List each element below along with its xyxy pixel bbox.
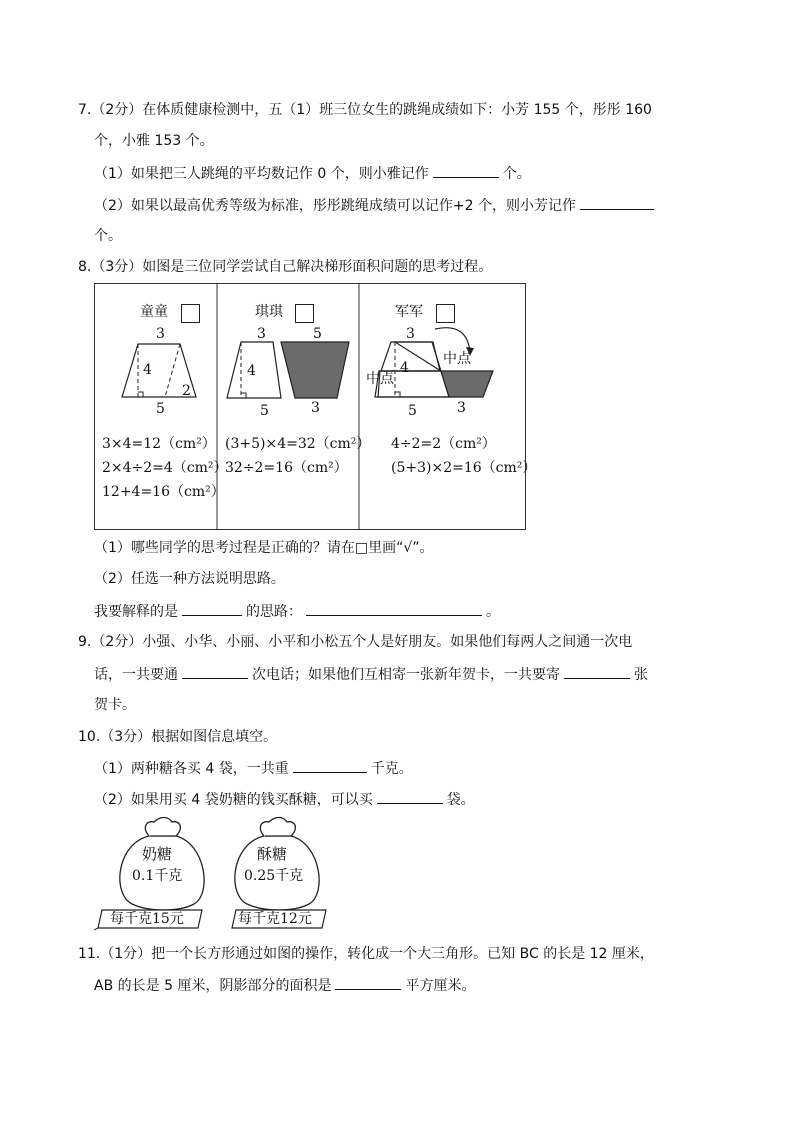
q10-title: 10.（3分）根据如图信息填空。	[78, 729, 278, 745]
q9-line2	[94, 664, 648, 685]
panel2-bottom-right-label: 3	[311, 400, 320, 416]
trapezoid-junjun-shaded	[441, 371, 493, 397]
q11-line2	[94, 975, 475, 996]
bag1-weight: 0.1千克	[132, 868, 183, 884]
panel1-height-label: 4	[143, 362, 152, 378]
q9-line2-b: 次电话；如果他们互相寄一张新年贺卡，一共要寄	[252, 667, 560, 683]
panel3-name: 军军	[395, 304, 423, 320]
q7-part1	[94, 163, 531, 184]
q7-part1-text: （1）如果把三人跳绳的平均数记作 0 个，则小雅记作	[94, 166, 429, 182]
q11-line2-a: AB 的长是 5 厘米，阴影部分的面积是	[94, 978, 332, 994]
panel1-calc-3: 12+4=16（cm²）	[102, 484, 225, 500]
panel2-height-label: 4	[247, 363, 256, 379]
q9-line2-a: 话，一共要通	[94, 667, 178, 683]
panel1-top-label: 3	[156, 326, 165, 342]
q7-answer1-blank[interactable]	[433, 163, 499, 178]
q11-line1: 11.（1分）把一个长方形通过如图的操作，转化成一个大三角形。已知 BC 的长是 12 厘米，	[78, 946, 654, 962]
panel2-top-left-label: 3	[257, 326, 266, 342]
q10-part1	[94, 758, 413, 779]
panel3-bottom-right-label: 3	[457, 400, 466, 416]
bag2-price: 每千克12元	[238, 911, 312, 927]
q10-bags-blank[interactable]	[377, 789, 443, 804]
q7-line2: 个，小雅 153 个。	[94, 133, 214, 149]
q8-student-blank[interactable]	[182, 601, 242, 616]
panel2-calc-2: 32÷2=16（cm²）	[225, 460, 348, 476]
panel1-calc-1: 3×4=12（cm²）	[102, 436, 216, 452]
q11-line2-b: 平方厘米。	[405, 978, 476, 994]
panel3-midpoint-left: 中点	[366, 371, 394, 387]
q10-part1-a: （1）两种糖各买 4 袋，一共重	[94, 761, 289, 777]
panel3-height-label: 4	[400, 360, 409, 376]
panel1-right-label: 2	[182, 383, 191, 399]
bag1-name: 奶糖	[142, 845, 173, 863]
panel1-bottom-label: 5	[156, 401, 165, 417]
panel1-calc-2: 2×4÷2=4（cm²）	[102, 460, 228, 476]
panel2-bottom-left-label: 5	[260, 403, 269, 419]
q9-line3: 贺卡。	[94, 697, 136, 713]
q8-part2: （2）任选一种方法说明思路。	[94, 571, 285, 587]
panel1-checkbox[interactable]	[181, 304, 200, 323]
q8-part3-a: 我要解释的是	[94, 604, 178, 620]
q8-part3	[94, 601, 500, 622]
panel3-calc-1: 4÷2=2（cm²）	[391, 436, 496, 452]
panel3-checkbox[interactable]	[436, 304, 455, 323]
q9-line2-c: 张	[634, 667, 648, 683]
q7-part2-tail: 个。	[94, 228, 122, 244]
q10-part2-a: （2）如果用买 4 袋奶糖的钱买酥糖，可以买	[94, 792, 373, 808]
panel3-top-label: 3	[406, 326, 415, 342]
q7-part2	[94, 195, 658, 216]
panel3-bottom-left-label: 5	[408, 403, 417, 419]
q10-candy-figure	[94, 814, 334, 932]
panel2-checkbox[interactable]	[295, 304, 314, 323]
q10-part2-b: 袋。	[446, 792, 475, 808]
q8-part1: （1）哪些同学的思考过程是正确的？请在□里画“√”。	[94, 540, 434, 556]
q7-answer2-blank[interactable]	[580, 195, 654, 210]
q7-line1: 7.（2分）在体质健康检测中，五（1）班三位女生的跳绳成绩如下：小芳 155 个，彤彤 160	[78, 102, 652, 118]
panel1-name: 童童	[140, 304, 168, 320]
trapezoid-qiqi-shaded	[281, 342, 349, 398]
bag2-weight: 0.25千克	[244, 868, 304, 884]
panel3-midpoint-top: 中点	[443, 351, 471, 367]
q9-line1: 9.（2分）小强、小华、小丽、小平和小松五个人是好朋友。如果他们每两人之间通一次电	[78, 634, 633, 650]
q9-calls-blank[interactable]	[182, 664, 248, 679]
panel2-calc-1: (3+5)×4=32（cm²）	[225, 436, 371, 452]
q8-figure	[94, 283, 537, 530]
q10-part2	[94, 789, 475, 810]
q8-part3-b: 的思路：	[246, 604, 302, 620]
q7-part1-tail: 个。	[502, 166, 531, 182]
q8-reason-blank[interactable]	[306, 601, 482, 616]
panel3-calc-2: (5+3)×2=16（cm²）	[391, 460, 537, 476]
panel2-top-right-label: 5	[313, 326, 322, 342]
q9-cards-blank[interactable]	[564, 664, 630, 679]
panel2-name: 琪琪	[255, 304, 283, 320]
bag1-price: 每千克15元	[110, 911, 184, 927]
q8-part3-c: 。	[486, 604, 500, 620]
q10-part1-b: 千克。	[370, 761, 413, 777]
bag2-name: 酥糖	[257, 845, 288, 863]
q10-weight-blank[interactable]	[293, 758, 367, 773]
q11-area-blank[interactable]	[335, 975, 401, 990]
q7-part2-text: （2）如果以最高优秀等级为标准，彤彤跳绳成绩可以记作+2 个，则小芳记作	[94, 198, 576, 214]
q8-title: 8.（3分）如图是三位同学尝试自己解决梯形面积问题的思考过程。	[78, 259, 493, 275]
